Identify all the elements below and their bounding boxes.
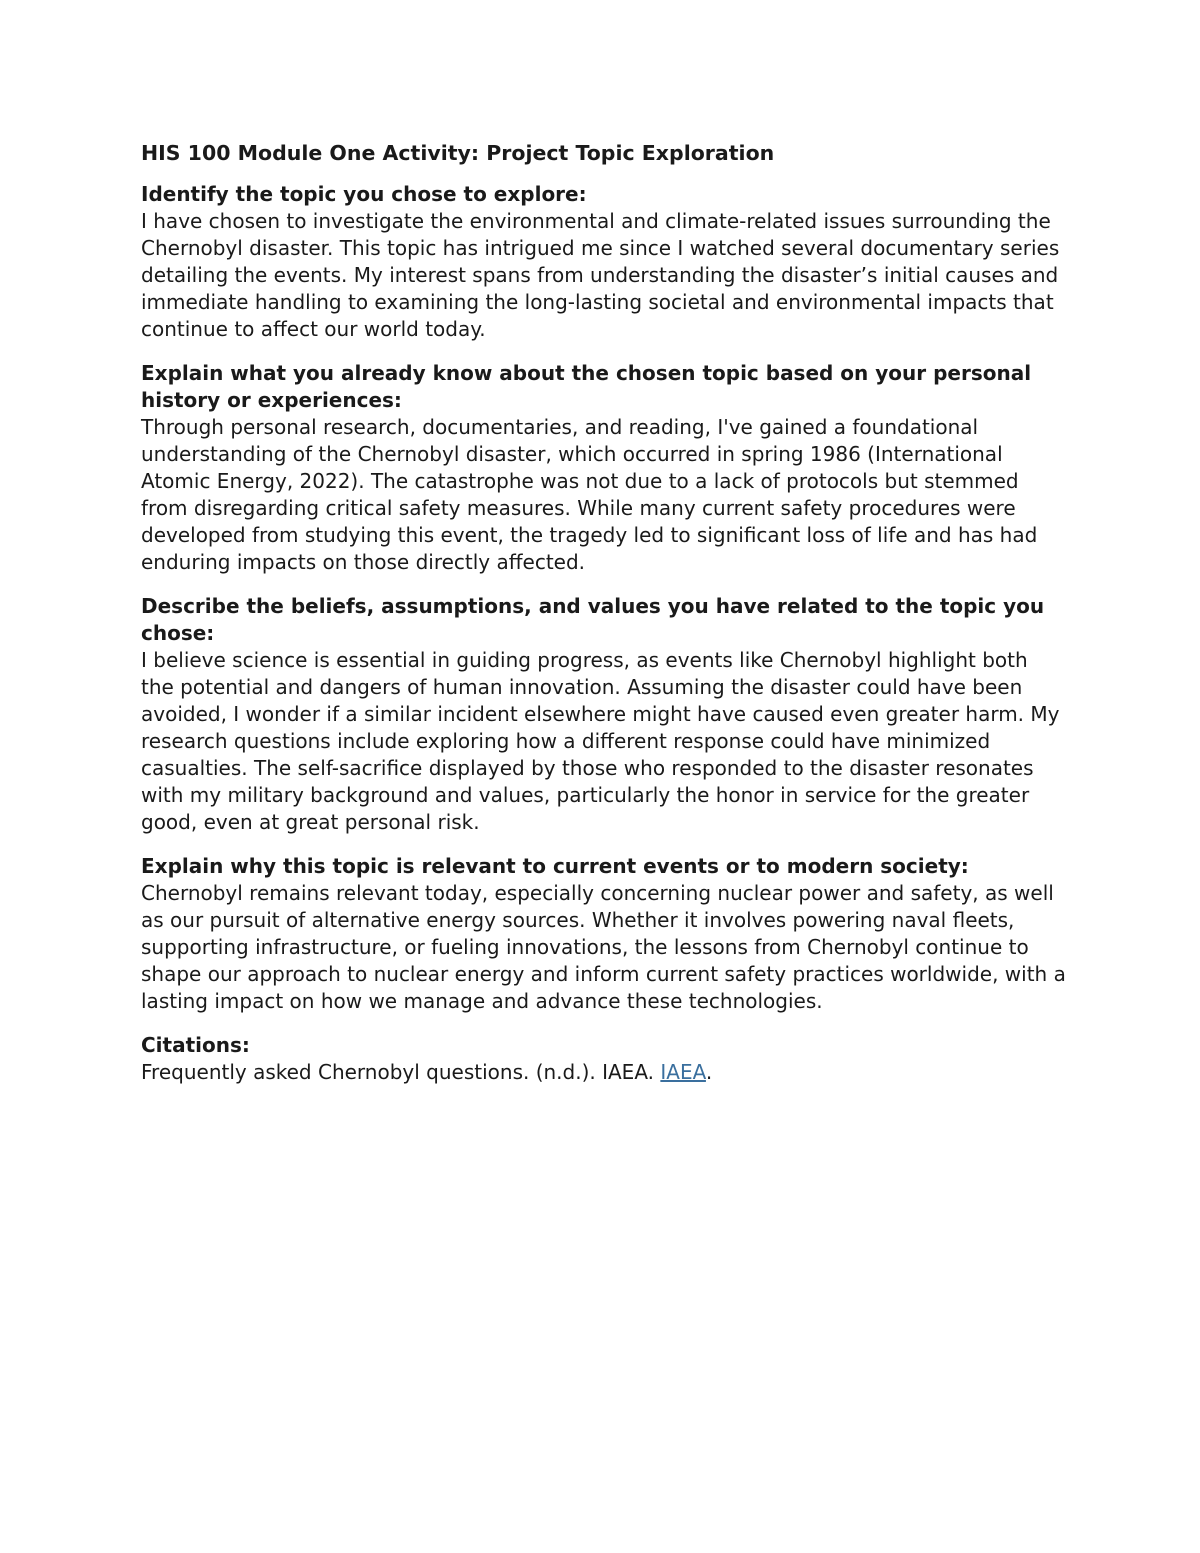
section-citations (141, 1032, 1066, 1086)
section-heading: Describe the beliefs, assumptions, and values you have related to the topic you chose: (141, 594, 1045, 645)
section-heading: Identify the topic you chose to explore: (141, 182, 587, 206)
section-body: Chernobyl remains relevant today, especially concerning nuclear power and safety, as well as our pursuit of alternative energy sources. Whether it involves powering naval fleets, supporting infrastructure, or fueling innovations, the lessons from Chernobyl continue to shape our approach to nuclear energy and inform current safety practices worldwide, with a lasting impact on how we manage and advance these technologies. (141, 881, 1066, 1013)
citation-text: Frequently asked Chernobyl questions. (n.d.). IAEA. (141, 1060, 661, 1084)
section-body: I believe science is essential in guiding progress, as events like Chernobyl highlight both the potential and dangers of human innovation. Assuming the disaster could have been avoided, I wonder if a similar incident elsewhere might have caused even greater harm. My research questions include exploring how a different response could have minimized casualties. The self-sacrifice displayed by those who responded to the disaster resonates with my military background and values, particularly the honor in service for the greater good, even at great personal risk. (141, 648, 1060, 834)
citation-link[interactable]: IAEA (660, 1060, 706, 1084)
citations-heading: Citations: (141, 1033, 250, 1057)
section-body: Through personal research, documentaries, and reading, I've gained a foundational understanding of the Chernobyl disaster, which occurred in spring 1986 (International Atomic Energy, 2022). The catastrophe was not due to a lack of protocols but stemmed from disregarding critical safety measures. While many current safety procedures were developed from studying this event, the tragedy led to significant loss of life and has had enduring impacts on those directly affected. (141, 415, 1038, 574)
document-page (141, 138, 1066, 1103)
section-body: I have chosen to investigate the environmental and climate-related issues surrounding the Chernobyl disaster. This topic has intrigued me since I watched several documentary series detailing the events. My interest spans from understanding the disaster’s initial causes and immediate handling to examining the long-lasting societal and environmental impacts that continue to affect our world today. (141, 209, 1060, 341)
section-relevance (141, 853, 1066, 1015)
citation-suffix: . (705, 1060, 713, 1084)
section-heading: Explain why this topic is relevant to current events or to modern society: (141, 854, 969, 878)
section-topic (141, 181, 1066, 343)
section-beliefs (141, 593, 1066, 836)
page-title: HIS 100 Module One Activity: Project Topic Exploration (141, 141, 775, 165)
citation-entry (141, 1059, 1066, 1086)
section-prior-knowledge (141, 360, 1066, 576)
section-heading: Explain what you already know about the chosen topic based on your personal history or experiences: (141, 361, 1032, 412)
